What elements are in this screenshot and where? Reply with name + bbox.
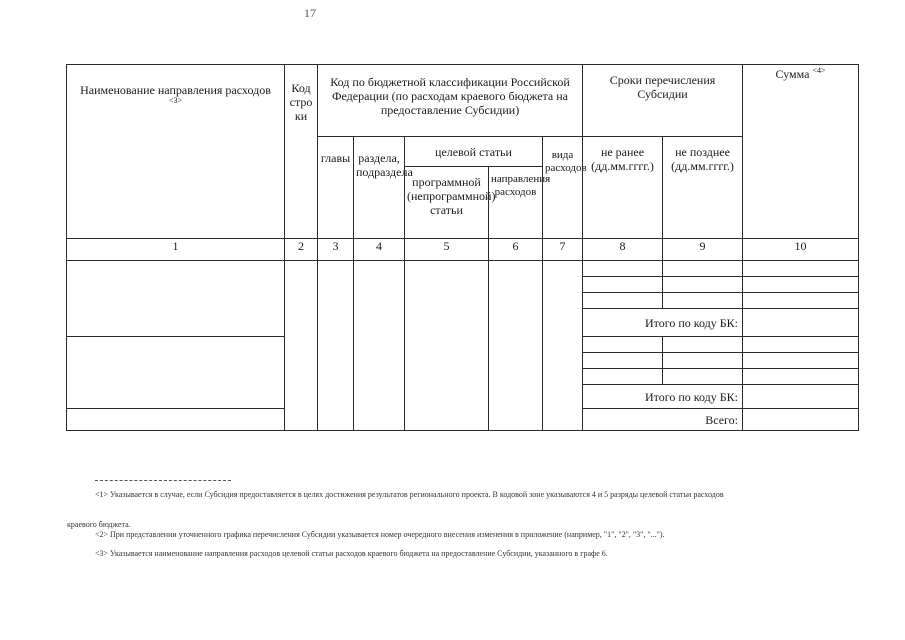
column-number-4: 4 [354, 239, 405, 261]
cell-not-before [583, 353, 663, 369]
footnote-1: <1> Указывается в случае, если Субсидия предоставляется в целях достижения результатов регионального проекта. В кодовой зоне указываются 4 и 5 разряды целевой статьи расходов [95, 490, 724, 499]
footnote-separator [95, 480, 231, 481]
footnote-3: <3> Указывается наименование направления расходов целевой статьи расходов краевого бюджета на предоставление Субсидии, указанного в графе 6. [95, 549, 608, 558]
cell-not-after [663, 293, 743, 309]
header-program-article: программной (непрограммной) статьи [405, 167, 489, 239]
cell-sum [743, 369, 859, 385]
header-budget-classification-code: Код по бюджетной классификации Российской Федерации (по расходам краевого бюджета на предоставление Субсидии) [318, 65, 583, 137]
header-target-article: целевой статьи [405, 137, 543, 167]
column-number-6: 6 [489, 239, 543, 261]
cell-expense-direction-a [67, 261, 285, 337]
cell-not-before [583, 337, 663, 353]
grand-total-value [743, 409, 859, 431]
cell-not-before [583, 369, 663, 385]
cell-row-code [285, 261, 318, 431]
cell-sum [743, 337, 859, 353]
cell-sum [743, 293, 859, 309]
cell-sum [743, 277, 859, 293]
header-expense-direction-code: направления расходов [489, 167, 543, 239]
column-number-5: 5 [405, 239, 489, 261]
subtotal-by-bk-value-1 [743, 309, 859, 337]
header-not-after: не позднее (дд.мм.гггг.) [663, 137, 743, 239]
subtotal-by-bk-value-2 [743, 385, 859, 409]
column-number-10: 10 [743, 239, 859, 261]
header-transfer-terms: Сроки перечисления Субсидии [583, 65, 743, 137]
footnote-1-continued: краевого бюджета. [67, 520, 131, 529]
cell-expense-type [543, 261, 583, 431]
column-number-9: 9 [663, 239, 743, 261]
cell-not-after [663, 369, 743, 385]
subtotal-by-bk-label-2: Итого по коду БК: [583, 385, 743, 409]
cell-section [354, 261, 405, 431]
header-section-subsection: раздела, подраздела [354, 137, 405, 239]
cell-not-before [583, 261, 663, 277]
cell-not-after [663, 337, 743, 353]
column-number-7: 7 [543, 239, 583, 261]
cell-expense-direction-b [67, 337, 285, 409]
column-number-8: 8 [583, 239, 663, 261]
header-expense-direction: Наименование направления расходов $^{<3>}$ [67, 65, 285, 239]
page-number: 17 [304, 6, 316, 20]
cell-chapter [318, 261, 354, 431]
header-not-before: не ранее (дд.мм.гггг.) [583, 137, 663, 239]
cell-expense-direction-c [67, 409, 285, 431]
cell-not-after [663, 353, 743, 369]
footnote-ref-3: <3> [168, 96, 183, 105]
cell-sum [743, 353, 859, 369]
header-row-code: Код стро ки [285, 65, 318, 239]
column-number-3: 3 [318, 239, 354, 261]
column-number-1: 1 [67, 239, 285, 261]
grand-total-label: Всего: [583, 409, 743, 431]
cell-program-article [405, 261, 489, 431]
footnote-ref-4: <4> [812, 66, 826, 75]
header-expense-type: вида расходов [543, 137, 583, 239]
cell-not-before [583, 293, 663, 309]
cell-sum [743, 261, 859, 277]
header-chapter: главы [318, 137, 354, 239]
footnote-2: <2> При представлении уточненного графика перечисления Субсидии указывается номер очередного внесения изменения в приложение (например, "1", "2", "3", "..."). [95, 530, 665, 539]
subsidy-transfer-schedule-table [66, 64, 859, 431]
cell-not-before [583, 277, 663, 293]
cell-not-after [663, 277, 743, 293]
cell-direction-code [489, 261, 543, 431]
subtotal-by-bk-label-1: Итого по коду БК: [583, 309, 743, 337]
cell-not-after [663, 261, 743, 277]
column-number-2: 2 [285, 239, 318, 261]
header-sum: Сумма $^{<4>}$ [743, 65, 859, 239]
